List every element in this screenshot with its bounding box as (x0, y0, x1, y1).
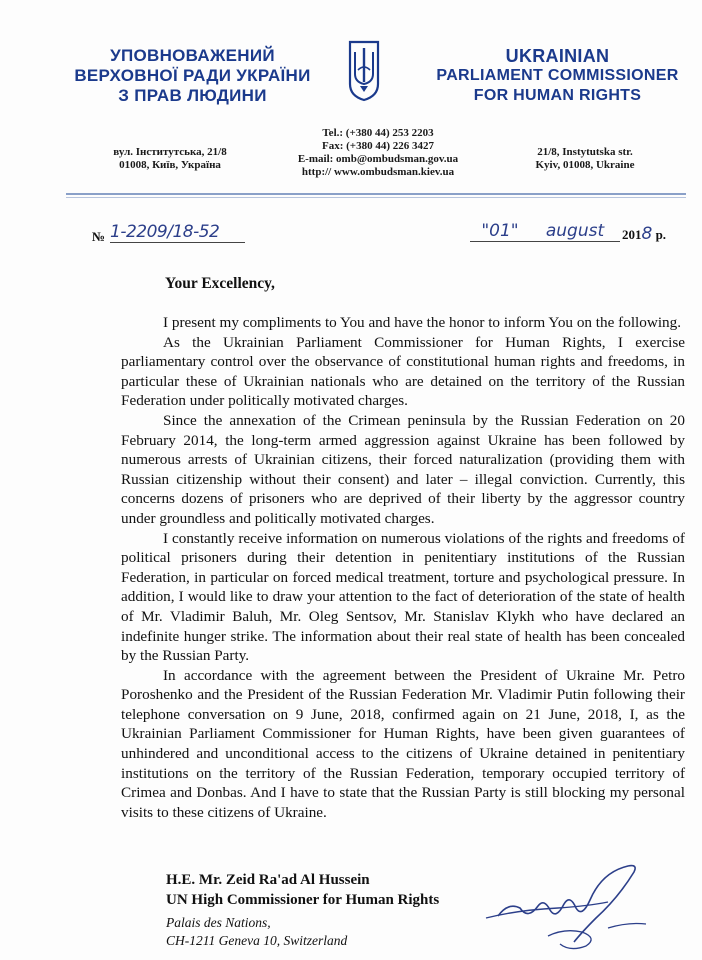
address-line: 01008, Київ, Україна (119, 159, 221, 171)
reference-number-handwritten: 1-2209/18-52 (110, 222, 245, 243)
date-day-handwritten: "01" (470, 221, 530, 242)
letterhead-ua-title (55, 46, 330, 106)
trident-icon (344, 40, 384, 102)
addressee-address (166, 914, 347, 950)
letterhead-divider (66, 193, 686, 195)
reference-number-label: № (92, 229, 106, 244)
contact-website[interactable]: http:// www.ombudsman.kiev.ua (301, 166, 455, 178)
addressee-name: H.E. Mr. Zeid Ra'ad Al Hussein (166, 872, 370, 888)
addressee (166, 870, 439, 910)
address-line: 21/8, Instytutska str. (537, 146, 633, 158)
salutation: Your Excellency, (165, 275, 275, 292)
letterhead-en-line: FOR HUMAN RIGHTS (473, 87, 642, 104)
year-prefix: 201 (622, 227, 642, 242)
letter-body (121, 313, 685, 822)
letterhead-ua-line: ВЕРХОВНОЇ РАДИ УКРАЇНИ (74, 66, 311, 85)
date-year (622, 224, 666, 244)
addressee-title: UN High Commissioner for Human Rights (166, 892, 440, 908)
letterhead-contacts (278, 127, 478, 179)
letterhead-en-address (500, 146, 670, 172)
contact-phone: Tel.: (+380 44) 253 2203 (322, 127, 434, 139)
year-suffix: р. (652, 227, 667, 242)
paragraph: Since the annexation of the Crimean peninsula by the Russian Federation on 20 February 2014, the long-term armed aggression against Ukraine has been followed by numerous arrests of Ukrainian citizens, their forced naturalization (providing them with Russian citizenship without their consent) and later – illegal conviction. Currently, this concerns dozens of prisoners who are deprived of their liberty by the aggressor country under groundless and politically motivated charges. (121, 411, 685, 527)
letterhead-en-line: UKRAINIAN (505, 46, 610, 66)
address-line: CH-1211 Geneva 10, Switzerland (166, 933, 348, 948)
signature-icon (478, 858, 658, 958)
address-line: Kyiv, 01008, Ukraine (535, 159, 635, 171)
address-line: вул. Інститутська, 21/8 (113, 146, 227, 158)
contact-fax: Fax: (+380 44) 226 3427 (322, 140, 434, 152)
letterhead-divider-thin (66, 197, 686, 198)
paragraph: I present my compliments to You and have the honor to inform You on the following. (163, 314, 682, 331)
paragraph: I constantly receive information on numerous violations of the rights and freedoms of political prisoners during their detention in penitentiary institutions of the Russian Federation, in particular on forced medical treatment, torture and psychological pressure. In addition, I would like to draw your attention to the fact of deterioration of the state of health of Mr. Vladimir Baluh, Mr. Oleg Sentsov, Mr. Stanislav Klykh who have declared an indefinite hunger strike. The information about their real state of health has been concealed by the Russian Party. (121, 529, 685, 665)
paragraph: In accordance with the agreement between the President of Ukraine Mr. Petro Poroshenko and the President of the Russian Federation Mr. Vladimir Putin following their telephone conversation on 9 June, 2018, confirmed again on 21 June, 2018, I, as the Ukrainian Parliament Commissioner for Human Rights, have been given guarantees of unhindered and unconditional access to the citizens of Ukraine detained in penitentiary institutions on the territory of the Russian Federation, temporary occupied territory of Crimea and Donbas. And I have to state that the Russian Party is still blocking my personal visits to these citizens of Ukraine. (121, 666, 685, 821)
date-month-handwritten: august (530, 221, 620, 242)
address-line: Palais des Nations, (166, 915, 271, 930)
letterhead-ua-address (90, 146, 250, 172)
letterhead-en-line: PARLIAMENT COMMISSIONER (436, 67, 679, 84)
contact-email[interactable]: E-mail: omb@ombudsman.gov.ua (297, 153, 459, 165)
letterhead-ua-line: УПОВНОВАЖЕНИЙ (110, 46, 275, 65)
letterhead-ua-line: З ПРАВ ЛЮДИНИ (118, 86, 267, 105)
paragraph: As the Ukrainian Parliament Commissioner for Human Rights, I exercise parliamentary control over the observance of constitutional human rights and freedoms, in particular these of Ukrainian nationals who are detained on the territory of the Russian Federation under politically motivated charges. (121, 333, 685, 410)
letterhead-en-title (425, 46, 690, 106)
year-handwritten: 8 (641, 224, 653, 244)
